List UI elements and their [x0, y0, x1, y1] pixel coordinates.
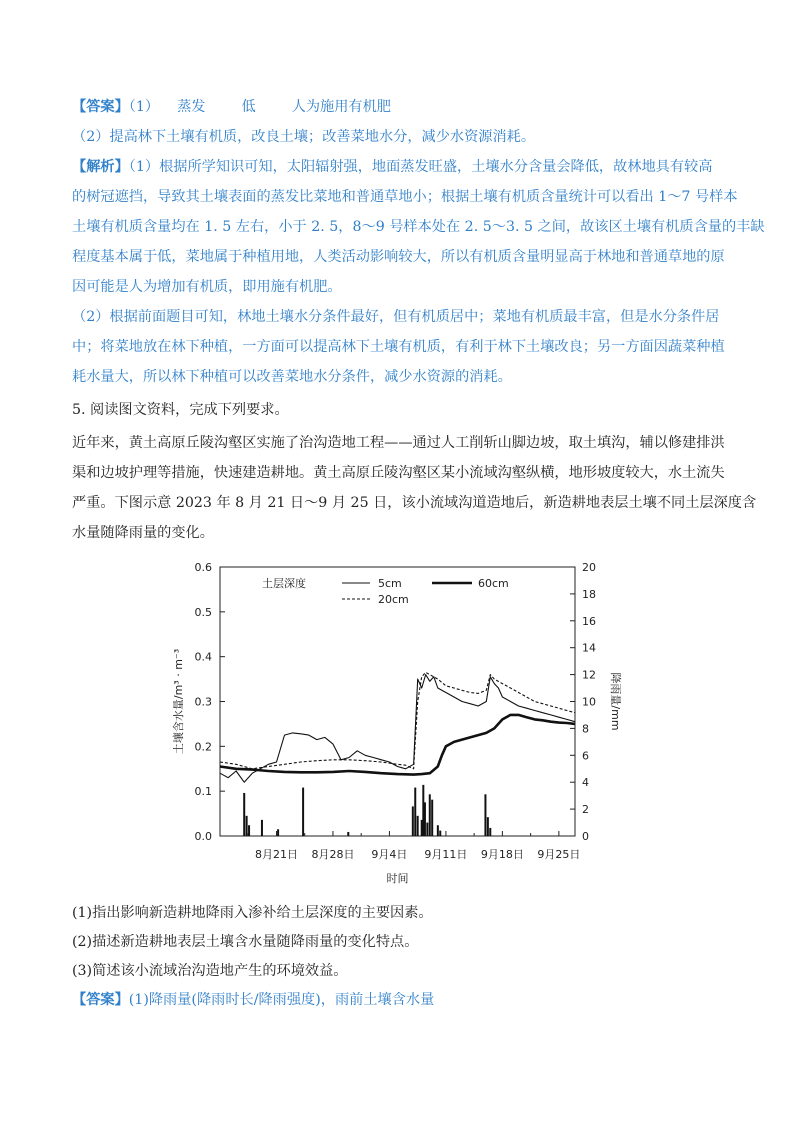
left-tick-label: 0.2 — [194, 740, 212, 754]
right-tick-label: 10 — [582, 695, 596, 709]
answer-part2: （2）提高林下土壤有机质，改良土壤；改善菜地水分，减少水资源消耗。 — [72, 129, 536, 145]
left-tick-label: 0.1 — [194, 785, 212, 799]
analysis-line-1 — [72, 157, 712, 177]
right-tick-label: 4 — [582, 776, 589, 790]
soil-moisture-chart — [170, 555, 620, 895]
answer-line-q5 — [72, 990, 434, 1010]
right-tick-label: 8 — [582, 722, 589, 736]
analysis-text: 的树冠遮挡，导致其土壤表面的蒸发比菜地和普通草地小；根据土壤有机质含量统计可以看出 1～7 号样本 — [72, 189, 738, 205]
analysis-text: 中；将菜地放在林下种植，一方面可以提高林下土壤有机质，有利于林下土壤改良；另一方面因蔬菜种植 — [72, 339, 725, 355]
right-tick-label: 18 — [582, 587, 596, 601]
answer-part1-b: 低 — [241, 99, 256, 115]
left-tick-label: 0.0 — [194, 830, 212, 843]
x-tick-label: 9月18日 — [480, 848, 524, 861]
x-tick-label: 8月28日 — [311, 848, 355, 861]
legend-label-5cm: 5cm — [378, 577, 402, 590]
legend-label-60cm: 60cm — [478, 577, 509, 590]
left-tick-label: 0.3 — [194, 695, 212, 709]
answer-part1-num: （1） — [128, 99, 160, 115]
series-line-20cm — [220, 672, 575, 768]
right-tick-label: 0 — [582, 830, 589, 843]
right-tick-label: 12 — [582, 668, 596, 682]
right-tick-label: 14 — [582, 641, 596, 655]
plot-frame — [220, 567, 575, 836]
x-tick-label: 9月11日 — [424, 848, 468, 861]
question-intro: 严重。下图示意 2023 年 8 月 21 日～9 月 25 日，该小流域沟道造地后，新造耕地表层土壤不同土层深度含 — [72, 495, 757, 511]
question-intro: 渠和边坡护理等措施，快速建造耕地。黄土高原丘陵沟壑区某小流域沟壑纵横，地形坡度较大，水土流失 — [72, 465, 725, 481]
answer-tag: 【答案】 — [72, 992, 129, 1008]
answer-tag: 【答案】 — [72, 99, 129, 115]
question-intro: 近年来，黄土高原丘陵沟壑区实施了治沟造地工程——通过人工削斩山脚边坡，取土填沟，辅以修建排洪 — [72, 435, 725, 451]
x-axis-label: 时间 — [386, 872, 409, 885]
x-tick-label: 8月21日 — [254, 848, 298, 861]
analysis-text: 土壤有机质含量均在 1. 5 左右，小于 2. 5，8～9 号样本处在 2. 5～3. 5 之间，故该区土壤有机质含量的丰缺 — [72, 219, 765, 235]
right-axis-label: 降雨量/mm — [609, 672, 622, 731]
x-tick-label: 9月4日 — [371, 848, 408, 861]
left-tick-label: 0.4 — [194, 650, 212, 664]
answer-part1-a: 蒸发 — [177, 99, 206, 115]
question-item: (1)指出影响新造耕地降雨入渗补给土层深度的主要因素。 — [72, 905, 433, 921]
analysis-text: 耗水量大，所以林下种植可以改善菜地水分条件，减少水资源的消耗。 — [72, 369, 512, 385]
x-tick-label: 9月25日 — [537, 848, 581, 861]
question-item: (3)简述该小流域治沟造地产生的环境效益。 — [72, 963, 348, 979]
right-tick-label: 16 — [582, 614, 596, 628]
analysis-text: （1）根据所学知识可知，太阳辐射强，地面蒸发旺盛，土壤水分含量会降低，故林地具有较高 — [128, 159, 713, 175]
left-axis-label: 土壤含水量/m³ · m⁻³ — [172, 648, 185, 755]
question-title: 5. 阅读图文资料，完成下列要求。 — [72, 402, 289, 418]
series-line-60cm — [220, 715, 575, 775]
series-line-5cm — [220, 675, 575, 783]
legend-title: 土层深度 — [262, 577, 306, 590]
right-tick-label: 2 — [582, 803, 589, 817]
left-tick-label: 0.5 — [194, 605, 212, 619]
analysis-text: 程度基本属于低，菜地属于种植用地，人类活动影响较大，所以有机质含量明显高于林地和普通草地的原 — [72, 249, 725, 265]
answer-part1-c: 人为施用有机肥 — [291, 99, 391, 115]
question-intro: 水量随降雨量的变化。 — [72, 525, 214, 541]
analysis-tag: 【解析】 — [72, 159, 129, 175]
question-item: (2)描述新造耕地表层土壤含水量随降雨量的变化特点。 — [72, 934, 419, 950]
left-tick-label: 0.6 — [194, 561, 212, 574]
right-tick-label: 6 — [582, 749, 589, 763]
right-tick-label: 20 — [582, 561, 596, 574]
analysis-text: 因可能是人为增加有机质，即用施有机肥。 — [72, 279, 342, 295]
analysis-text: （2）根据前面题目可知，林地土壤水分条件最好，但有机质居中；菜地有机质最丰富，但是水分条件居 — [72, 309, 720, 325]
answer-text: (1)降雨量(降雨时长/降雨强度)，雨前土壤含水量 — [128, 992, 435, 1008]
legend-label-20cm: 20cm — [378, 593, 409, 606]
answer-line-1 — [72, 97, 391, 117]
